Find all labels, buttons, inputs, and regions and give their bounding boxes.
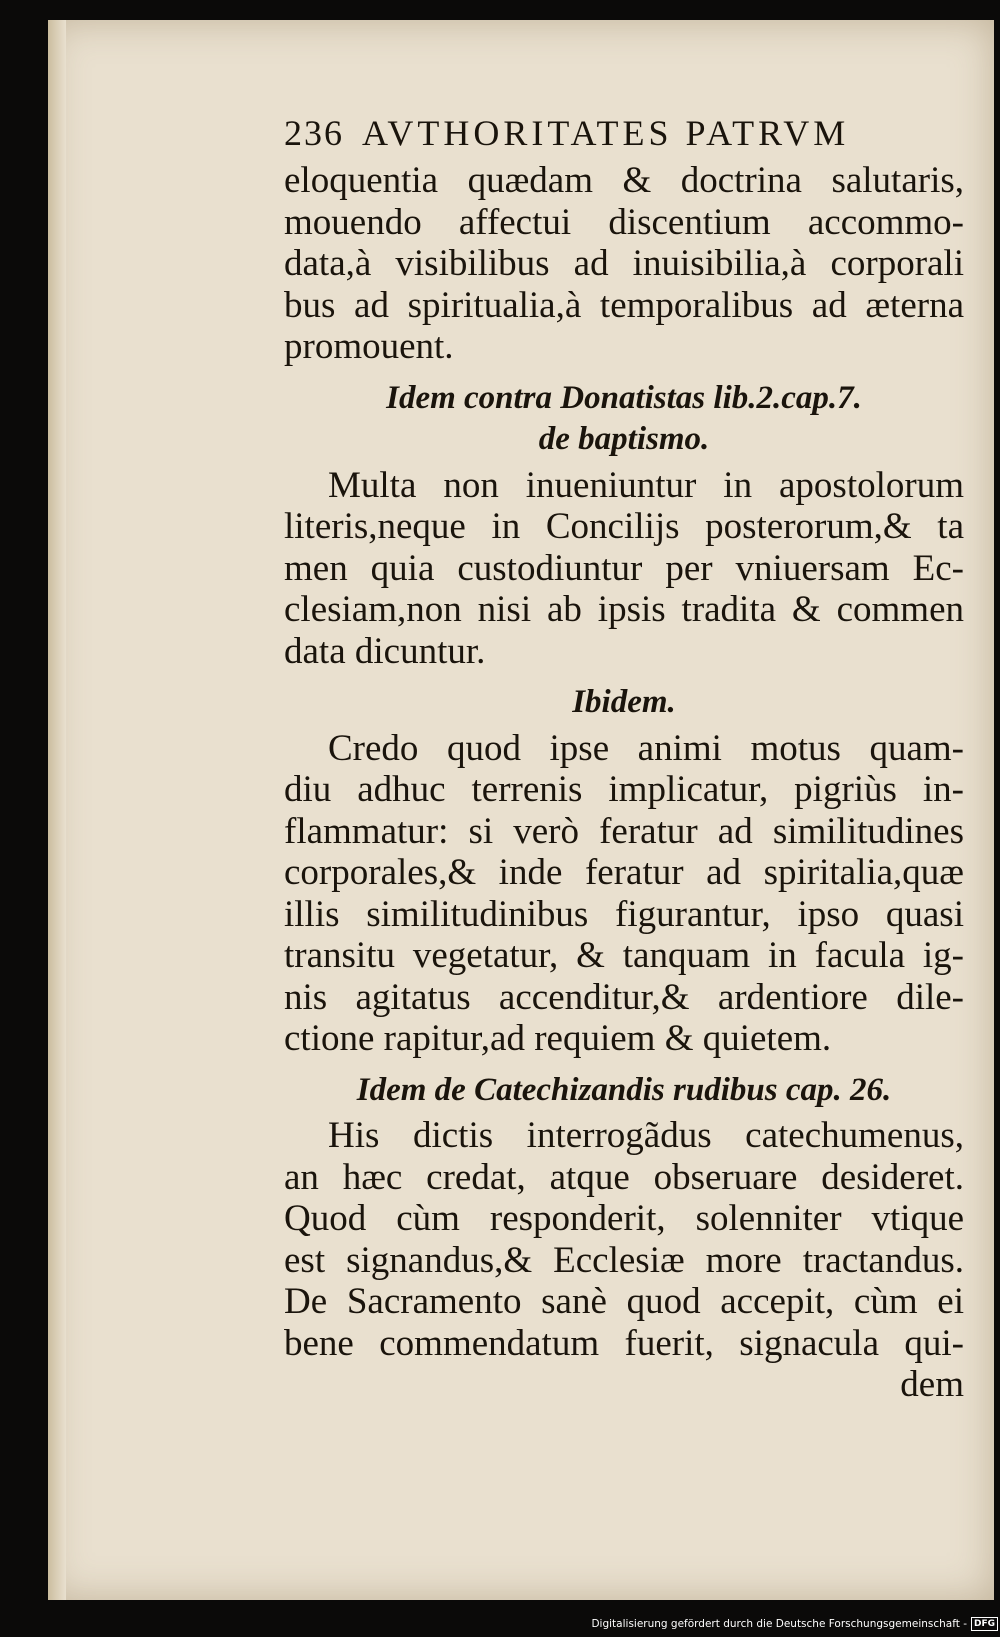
text-line: Credo quod ipse animi motus quam- <box>328 727 964 769</box>
text-line: His dictis interrogãdus catechumenus, <box>328 1115 964 1156</box>
text-line: diu adhuc terrenis implicatur, pigriùs in- <box>284 769 964 810</box>
paragraph-4 <box>284 1115 964 1364</box>
text-line: an hæc credat, atque obseruare desideret. <box>284 1156 964 1198</box>
text-line: Multa non inueniuntur in apostolorum <box>328 464 964 506</box>
text-line: data dicuntur. <box>284 630 486 672</box>
section-heading-1: Idem contra Donatistas lib.2.cap.7. <box>386 379 862 416</box>
text-line: est signandus,& Ecclesiæ more tractandus. <box>284 1239 964 1281</box>
section-heading-1-continued: de baptismo. <box>538 421 710 457</box>
text-line: ctione rapitur,ad requiem & quietem. <box>284 1018 832 1059</box>
text-line: nis agitatus accenditur,& ardentiore dile- <box>284 976 964 1018</box>
text-line: promouent. <box>284 326 454 367</box>
text-line: corporales,& inde feratur ad spiritalia,quæ <box>284 852 964 893</box>
text-line: mouendo affectui discentium accommo- <box>284 201 964 243</box>
text-line: bene commendatum fuerit, signacula qui- <box>284 1322 964 1364</box>
credit-text: Digitalisierung gefördert durch die Deutsche Forschungsgemeinschaft - <box>591 1618 967 1630</box>
paragraph-1 <box>284 160 964 368</box>
scanned-page <box>48 20 994 1600</box>
text-block <box>284 112 964 1406</box>
text-line: bus ad spiritualia,à temporalibus ad æterna <box>284 284 964 326</box>
text-line: illis similitudinibus figurantur, ipso quasi <box>284 893 964 935</box>
text-line: clesiam,non nisi ab ipsis tradita & commen <box>284 589 964 630</box>
text-line: flammatur: si verò feratur ad similitudines <box>284 810 964 852</box>
page-gutter-shadow <box>48 20 66 1600</box>
running-head <box>284 112 964 160</box>
text-line: eloquentia quædam & doctrina salutaris, <box>284 160 964 201</box>
text-line: literis,neque in Concilijs posterorum,& ta <box>284 506 964 547</box>
text-line: data,à visibilibus ad inuisibilia,à corporali <box>284 243 964 284</box>
digitization-credit <box>580 1613 998 1635</box>
catchword: dem <box>900 1364 964 1405</box>
page-number: 236 <box>284 113 344 153</box>
paragraph-2 <box>284 465 964 673</box>
running-title: AVTHORITATES PATRVM <box>362 113 850 153</box>
paragraph-3 <box>284 728 964 1060</box>
text-line: men quia custodiuntur per vniuersam Ec- <box>284 547 964 589</box>
section-heading-2: Ibidem. <box>572 684 676 720</box>
text-line: Quod cùm responderit, solenniter vtique <box>284 1198 964 1239</box>
section-heading-3: Idem de Catechizandis rudibus cap. 26. <box>356 1071 892 1108</box>
text-line: transitu vegetatur, & tanquam in facula ig- <box>284 935 964 976</box>
text-line: De Sacramento sanè quod accepit, cùm ei <box>284 1281 964 1322</box>
dfg-logo: DFG <box>971 1617 998 1631</box>
